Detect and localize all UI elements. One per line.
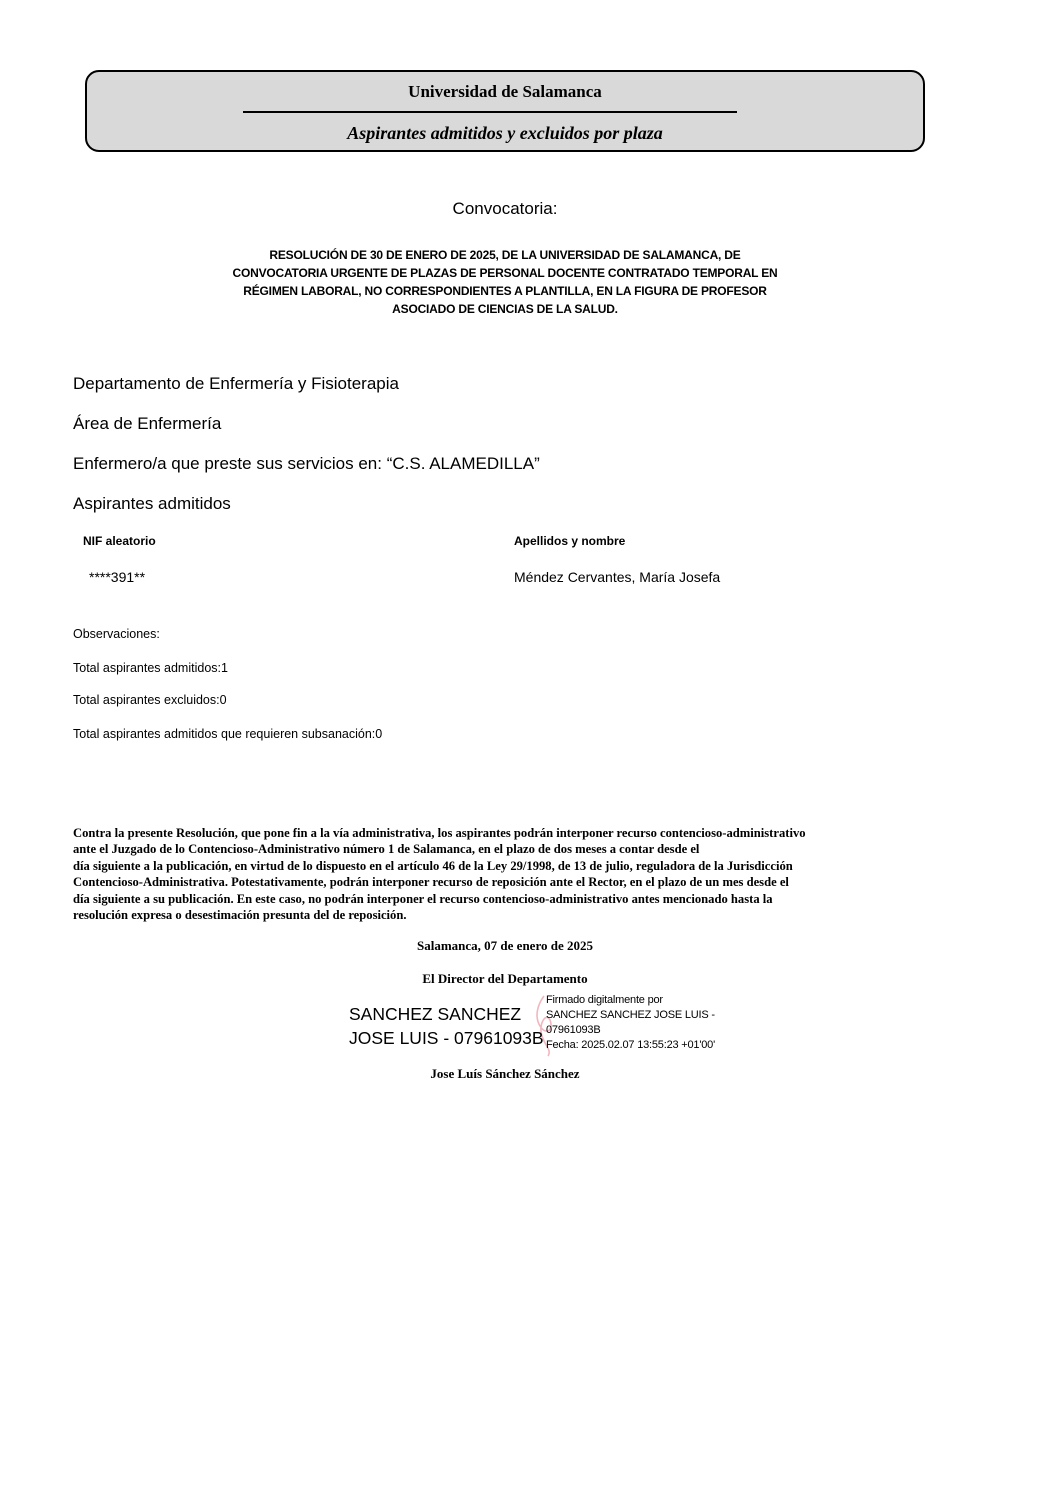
signature-info-line: Firmado digitalmente por [546, 994, 663, 1006]
area-name: Área de Enfermería [73, 414, 222, 433]
section-title: Aspirantes admitidos [73, 494, 231, 513]
resolution-line: RESOLUCIÓN DE 30 DE ENERO DE 2025, DE LA UNIVERSIDAD DE SALAMANCA, DE [269, 248, 741, 262]
signature-name-line: SANCHEZ SANCHEZ [349, 1004, 522, 1024]
legal-line: Contencioso-Administrativa. Potestativamente, podrán interponer recurso de reposición ante el Rector, en el plazo de un mes desde el [73, 875, 789, 890]
column-header-nif: NIF aleatorio [83, 534, 156, 548]
total-excluded: Total aspirantes excluidos:0 [73, 693, 227, 707]
total-correction: Total aspirantes admitidos que requieren subsanación:0 [73, 727, 383, 741]
observations-label: Observaciones: [73, 627, 160, 641]
legal-line: Contra la presente Resolución, que pone fin a la vía administrativa, los aspirantes podrán interponer recurso contencioso-administrativo [73, 826, 806, 840]
header-title: Universidad de Salamanca [408, 82, 602, 101]
column-header-name: Apellidos y nombre [514, 534, 626, 548]
resolution-line: ASOCIADO DE CIENCIAS DE LA SALUD. [392, 302, 618, 316]
convocatoria-label: Convocatoria: [452, 199, 558, 218]
legal-line: día siguiente a su publicación. En este caso, no podrán interponer el recurso contencioso-administrativo antes mencionado hasta la [73, 891, 773, 906]
digital-signature-info [546, 993, 715, 1053]
signature-name-line: JOSE LUIS - 07961093B [349, 1028, 544, 1048]
signature-info-line: SANCHEZ SANCHEZ JOSE LUIS - [546, 1009, 715, 1021]
signer-name: Jose Luís Sánchez Sánchez [430, 1066, 580, 1081]
position-description: Enfermero/a que preste sus servicios en: “C.S. ALAMEDILLA” [73, 454, 540, 473]
signature-info-line: 07961093B [546, 1024, 601, 1036]
place-date: Salamanca, 07 de enero de 2025 [417, 938, 593, 953]
digital-signature-name [349, 1002, 544, 1050]
legal-notice [73, 825, 913, 923]
total-admitted: Total aspirantes admitidos:1 [73, 661, 228, 675]
header-divider [243, 111, 737, 113]
cell-name: Méndez Cervantes, María Josefa [514, 569, 721, 585]
resolution-line: CONVOCATORIA URGENTE DE PLAZAS DE PERSONAL DOCENTE CONTRATADO TEMPORAL EN [232, 266, 778, 280]
header-subtitle: Aspirantes admitidos y excluidos por plaza [347, 123, 663, 143]
legal-line: ante el Juzgado de lo Contencioso-Administrativo número 1 de Salamanca, en el plazo de dos meses a contar desde el [73, 842, 700, 857]
department-name: Departamento de Enfermería y Fisioterapia [73, 374, 399, 393]
legal-line: resolución expresa o desestimación presunta del de reposición. [73, 908, 407, 923]
resolution-line: RÉGIMEN LABORAL, NO CORRESPONDIENTES A PLANTILLA, EN LA FIGURA DE PROFESOR [243, 284, 767, 298]
signature-info-line: Fecha: 2025.02.07 13:55:23 +01'00' [546, 1039, 715, 1051]
document-header [85, 70, 925, 152]
director-title: El Director del Departamento [422, 971, 588, 986]
legal-line: día siguiente a la publicación, en virtud de lo dispuesto en el artículo 46 de la Ley 29/1998, de 13 de julio, reguladora de la Jurisdicción [73, 858, 793, 873]
cell-nif: ****391** [89, 569, 146, 585]
resolution-text [200, 246, 810, 318]
